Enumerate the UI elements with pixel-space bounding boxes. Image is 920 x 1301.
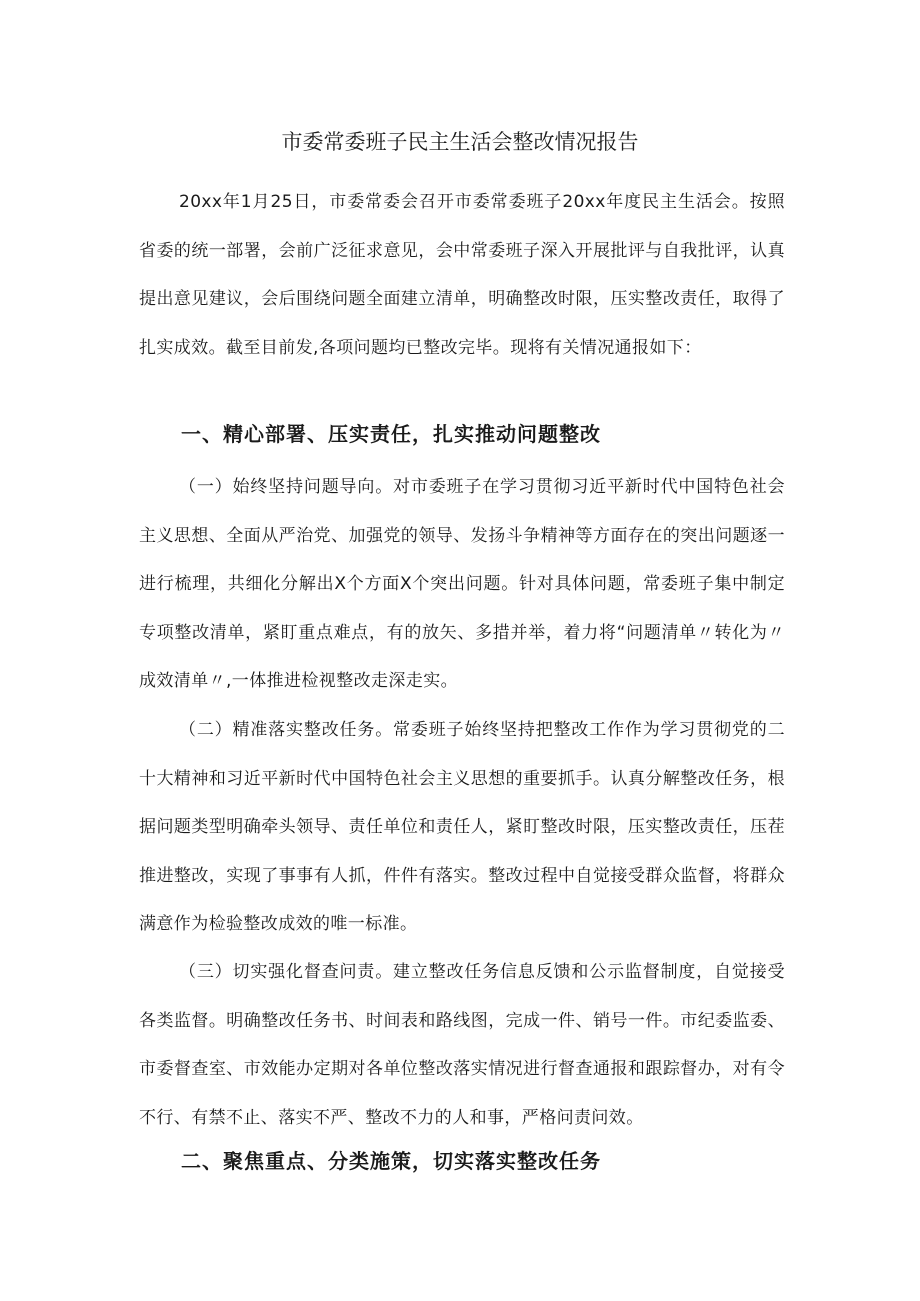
document-title: 市委常委班子民主生活会整改情况报告 — [281, 130, 639, 154]
section-heading-2: 二、聚焦重点、分类施策，切实落实整改任务 — [181, 1149, 601, 1173]
section1-item-1: （一）始终坚持问题导向。对市委班子在学习贯彻习近平新时代中国特色社会主义思想、全面从严治党、加强党的领导、发扬斗争精神等方面存在的突出问题逐一进行梳理，共细化分解出X个方面X个突出问题。针对具体问题，常委班子集中制定专项整改清单，紧盯重点难点，有的放矢、多措并举，着力将“问题清单〃转化为〃成效清单〃,一体推进检视整改走深走实。 — [139, 477, 785, 692]
intro-paragraph: 20xx年1月25日，市委常委会召开市委常委班子20xx年度民主生活会。按照省委的统一部署，会前广泛征求意见，会中常委班子深入开展批评与自我批评，认真提出意见建议，会后围绕问题全面建立清单，明确整改时限，压实整改责任，取得了扎实成效。截至目前发,各项问题均已整改完毕。现将有关情况通报如下： — [139, 192, 785, 358]
section1-item-3: （三）切实强化督查问责。建立整改任务信息反馈和公示监督制度，自觉接受各类监督。明确整改任务书、时间表和路线图，完成一件、销号一件。市纪委监委、市委督查室、市效能办定期对各单位整改落实情况进行督查通报和跟踪督办，对有令不行、有禁不止、落实不严、整改不力的人和事，严格问责问效。 — [139, 962, 785, 1128]
section1-item-2: （二）精准落实整改任务。常委班子始终坚持把整改工作作为学习贯彻党的二十大精神和习近平新时代中国特色社会主义思想的重要抓手。认真分解整改任务，根据问题类型明确牵头领导、责任单位和责任人，紧盯整改时限，压实整改责任，压茬推进整改，实现了事事有人抓，件件有落实。整改过程中自觉接受群众监督，将群众满意作为检验整改成效的唯一标准。 — [139, 720, 785, 935]
section-heading-1: 一、精心部署、压实责任，扎实推动问题整改 — [181, 422, 601, 446]
